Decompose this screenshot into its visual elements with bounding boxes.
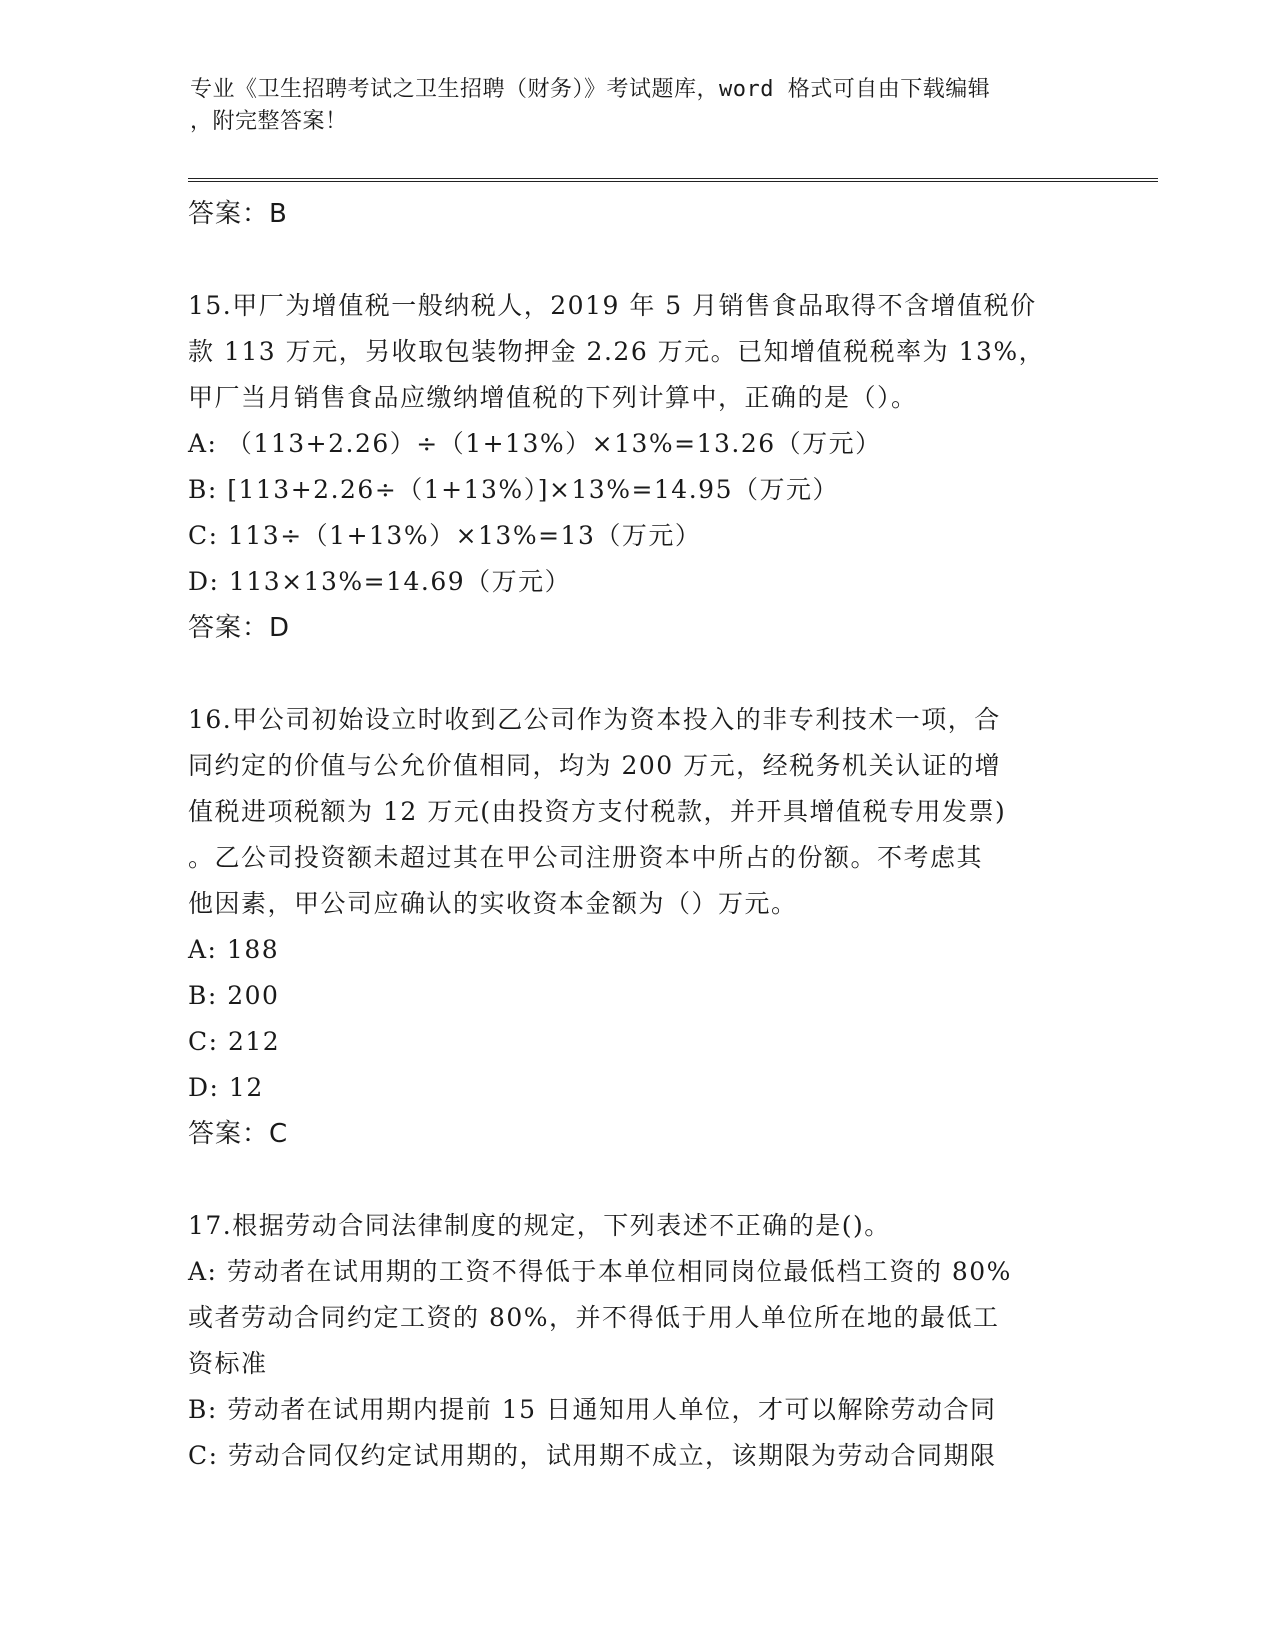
- option-a-continued: 或者劳动合同约定工资的 80%，并不得低于用人单位所在地的最低工: [188, 1303, 1000, 1332]
- document-header: [190, 74, 1080, 138]
- question-stem-line: 甲厂当月销售食品应缴纳增值税的下列计算中，正确的是（）。: [188, 383, 918, 412]
- option-c: C: 113÷（1+13%）×13%=13（万元）: [188, 521, 702, 550]
- option-a: A: 188: [188, 935, 280, 964]
- header-divider: [188, 178, 1158, 182]
- answer-q15: 答案：D: [188, 613, 291, 643]
- header-line-1: 专业《卫生招聘考试之卫生招聘（财务）》考试题库，word 格式可自由下载编辑: [190, 77, 991, 102]
- question-stem-line: 值税进项税额为 12 万元(由投资方支付税款，并开具增值税专用发票): [188, 797, 1007, 826]
- answer-q16: 答案：C: [188, 1119, 289, 1149]
- option-c: C: 劳动合同仅约定试用期的，试用期不成立，该期限为劳动合同期限: [188, 1441, 997, 1470]
- question-list: [188, 191, 1088, 1479]
- answer-q14: 答案：B: [188, 199, 288, 229]
- question-stem-line: 16.甲公司初始设立时收到乙公司作为资本投入的非专利技术一项，合: [188, 705, 1001, 734]
- option-a: A: 劳动者在试用期的工资不得低于本单位相同岗位最低档工资的 80%: [188, 1257, 1012, 1286]
- option-b: B: 劳动者在试用期内提前 15 日通知用人单位，才可以解除劳动合同: [188, 1395, 997, 1424]
- option-d: D: 113×13%=14.69（万元）: [188, 567, 572, 596]
- question-16: [188, 697, 1088, 1157]
- option-b: B: [113+2.26÷（1+13%）]×13%=14.95（万元）: [188, 475, 839, 504]
- question-stem-line: 。乙公司投资额未超过其在甲公司注册资本中所占的份额。不考虑其: [188, 843, 984, 872]
- question-stem-line: 他因素，甲公司应确认的实收资本金额为（）万元。: [188, 889, 798, 918]
- question-stem-line: 17.根据劳动合同法律制度的规定，下列表述不正确的是()。: [188, 1211, 891, 1240]
- option-d: D: 12: [188, 1073, 264, 1102]
- question-15: [188, 283, 1088, 651]
- question-stem-line: 同约定的价值与公允价值相同，均为 200 万元，经税务机关认证的增: [188, 751, 1002, 780]
- question-stem-line: 15.甲厂为增值税一般纳税人，2019 年 5 月销售食品取得不含增值税价: [188, 291, 1037, 320]
- option-b: B: 200: [188, 981, 280, 1010]
- option-c: C: 212: [188, 1027, 281, 1056]
- spacer: [188, 237, 1088, 283]
- question-17: [188, 1203, 1088, 1479]
- option-a: A: （113+2.26）÷（1+13%）×13%=13.26（万元）: [188, 429, 882, 458]
- option-a-continued: 资标准: [188, 1349, 268, 1378]
- question-stem-line: 款 113 万元，另收取包装物押金 2.26 万元。已知增值税税率为 13%，: [188, 337, 1046, 366]
- spacer: [188, 1157, 1088, 1203]
- spacer: [188, 651, 1088, 697]
- header-line-2: ，附完整答案！: [190, 109, 348, 134]
